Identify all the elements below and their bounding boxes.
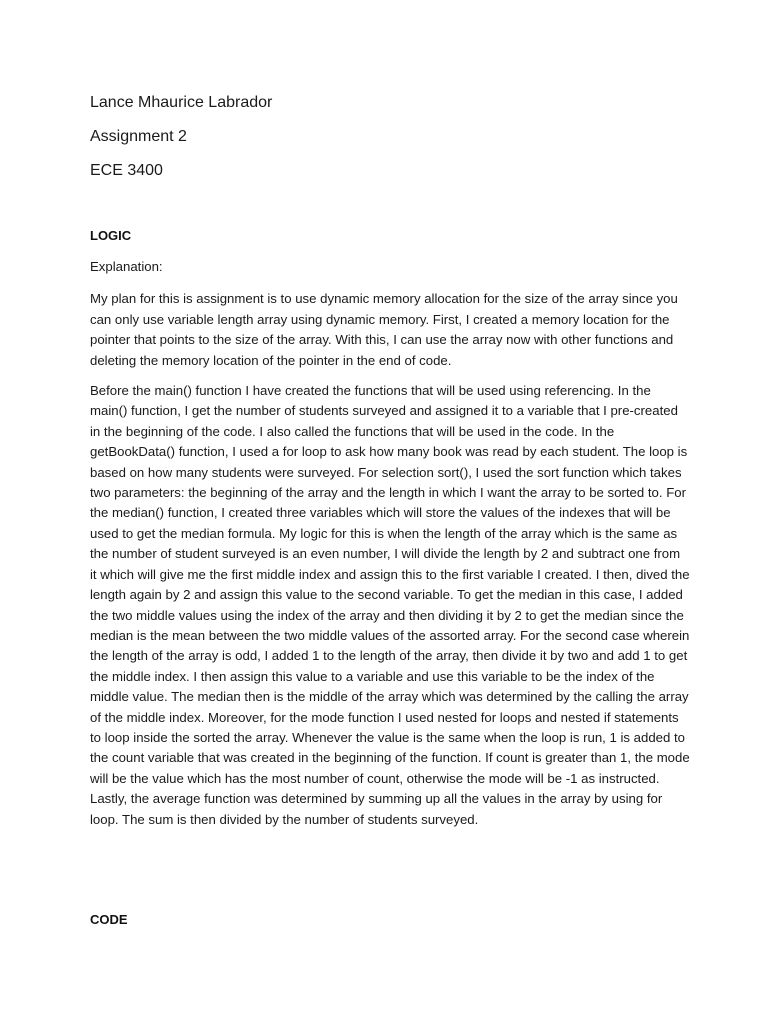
explanation-label: Explanation: xyxy=(90,259,163,274)
logic-heading: LOGIC xyxy=(90,228,132,243)
document-body xyxy=(90,92,690,927)
paragraph-functions: Before the main() function I have created the functions that will be used using referencing. In the main() function, I get the number of students surveyed and assigned it to a variable that I pre-created in the beginning of the code. I also called the functions that will be used in the code. In the getBookData() function, I used a for loop to ask how many book was read by each student. The loop is based on how many students were surveyed. For selection sort(), I used the sort function which takes two parameters: the beginning of the array and the length in which I want the array to be sorted to. For the median() function, I created three variables which will store the values of the indexes that will be used to get the median formula. My logic for this is when the length of the array which is the same as the number of student surveyed is an even number, I will divide the length by 2 and subtract one from it which will give me the first middle index and assign this to the first variable I created. I then, dived the length again by 2 and assign this value to the second variable. To get the median in this case, I added the two middle values using the index of the array and then dividing it by 2 to get the median since the median is the mean between the two middle values of the assorted array. For the second case wherein the length of the array is odd, I added 1 to the length of the array, then divide it by two and add 1 to get the middle index. I then assign this value to a variable and use this variable to be the index of the middle value. The median then is the middle of the array which was determined by the calling the array of the middle index. Moreover, for the mode function I used nested for loops and nested if statements to loop inside the sorted the array. Whenever the value is the same when the loop is run, 1 is added to the count variable that was created in the beginning of the function. If count is greater than 1, the mode will be the value which has the most number of count, otherwise the mode will be -1 as instructed. Lastly, the average function was determined by summing up all the values in the array by using for loop. The sum is then divided by the number of students surveyed. xyxy=(90,383,690,827)
course-code: ECE 3400 xyxy=(90,162,163,179)
assignment-title: Assignment 2 xyxy=(90,128,187,145)
code-heading: CODE xyxy=(90,912,128,927)
document-header xyxy=(90,92,690,182)
author-name: Lance Mhaurice Labrador xyxy=(90,94,273,111)
paragraph-plan: My plan for this is assignment is to use dynamic memory allocation for the size of the array since you can only use variable length array using dynamic memory. First, I created a memory location for the pointer that points to the size of the array. With this, I can use the array now with other functions and deleting the memory location of the pointer in the end of code. xyxy=(90,291,678,368)
